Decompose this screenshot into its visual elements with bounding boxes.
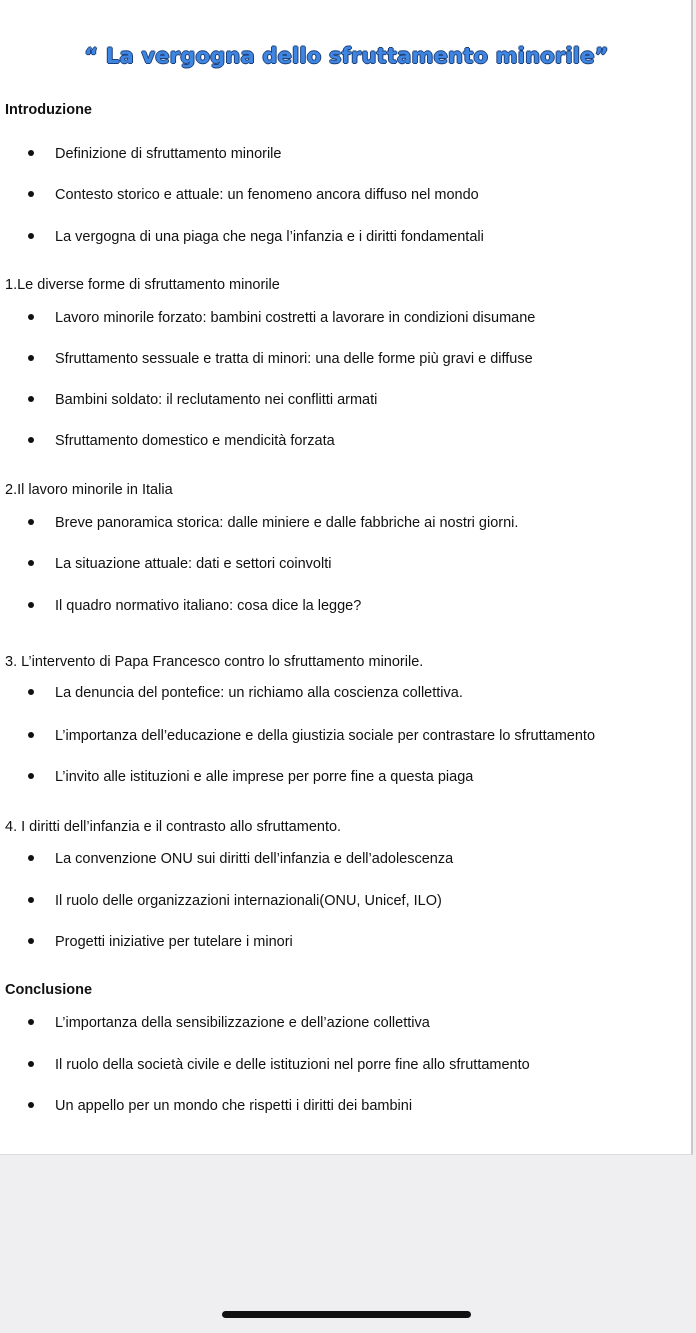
bullet-icon [28, 689, 34, 695]
list-item: Un appello per un mondo che rispetti i diritti dei bambini [28, 1097, 412, 1115]
bullet-icon [28, 560, 34, 566]
list-item: La vergogna di una piaga che nega l’infanzia e i diritti fondamentali [28, 228, 484, 246]
list-item: L’invito alle istituzioni e alle imprese per porre fine a questa piaga [28, 768, 473, 786]
bullet-icon [28, 314, 34, 320]
section-heading-introduzione: Introduzione [5, 102, 92, 118]
bullet-icon [28, 1019, 34, 1025]
list-item: Il ruolo della società civile e delle istituzioni nel porre fine allo sfruttamento [28, 1056, 530, 1074]
list-item: Sfruttamento sessuale e tratta di minori: una delle forme più gravi e diffuse [28, 350, 533, 368]
list-item: La situazione attuale: dati e settori coinvolti [28, 555, 331, 573]
list-item: La convenzione ONU sui diritti dell’infanzia e dell’adolescenza [28, 850, 453, 868]
bullet-icon [28, 191, 34, 197]
section-heading-1: 1.Le diverse forme di sfruttamento minorile [5, 277, 280, 293]
bullet-icon [28, 1102, 34, 1108]
section-heading-3: 3. L’intervento di Papa Francesco contro lo sfruttamento minorile. [5, 654, 424, 670]
bullet-icon [28, 938, 34, 944]
document-title: “ La vergogna dello sfruttamento minorile” [84, 44, 609, 68]
section-heading-2: 2.Il lavoro minorile in Italia [5, 482, 173, 498]
bullet-icon [28, 897, 34, 903]
bullet-icon [28, 519, 34, 525]
bullet-icon [28, 602, 34, 608]
bullet-icon [28, 773, 34, 779]
list-item: Il ruolo delle organizzazioni internazionali(ONU, Unicef, ILO) [28, 892, 442, 910]
list-item: L’importanza dell’educazione e della giustizia sociale per contrastare lo sfruttamento [28, 727, 595, 745]
list-item: Progetti iniziative per tutelare i minori [28, 933, 293, 951]
bullet-icon [28, 855, 34, 861]
bullet-icon [28, 732, 34, 738]
section-heading-4: 4. I diritti dell’infanzia e il contrasto allo sfruttamento. [5, 819, 342, 835]
list-item: Bambini soldato: il reclutamento nei conflitti armati [28, 391, 377, 409]
bullet-icon [28, 396, 34, 402]
home-indicator[interactable] [222, 1311, 471, 1318]
list-item: Il quadro normativo italiano: cosa dice la legge? [28, 597, 361, 615]
list-item: Breve panoramica storica: dalle miniere e dalle fabbriche ai nostri giorni. [28, 514, 518, 532]
section-heading-conclusione: Conclusione [5, 982, 93, 998]
list-item: Contesto storico e attuale: un fenomeno ancora diffuso nel mondo [28, 186, 479, 204]
list-item: L’importanza della sensibilizzazione e dell’azione collettiva [28, 1014, 430, 1032]
list-item: Sfruttamento domestico e mendicità forzata [28, 432, 335, 450]
bullet-icon [28, 233, 34, 239]
bullet-icon [28, 437, 34, 443]
list-item: La denuncia del pontefice: un richiamo alla coscienza collettiva. [28, 684, 463, 702]
bullet-icon [28, 1061, 34, 1067]
list-item: Lavoro minorile forzato: bambini costretti a lavorare in condizioni disumane [28, 309, 535, 327]
list-item: Definizione di sfruttamento minorile [28, 145, 281, 163]
bullet-icon [28, 355, 34, 361]
bullet-icon [28, 150, 34, 156]
